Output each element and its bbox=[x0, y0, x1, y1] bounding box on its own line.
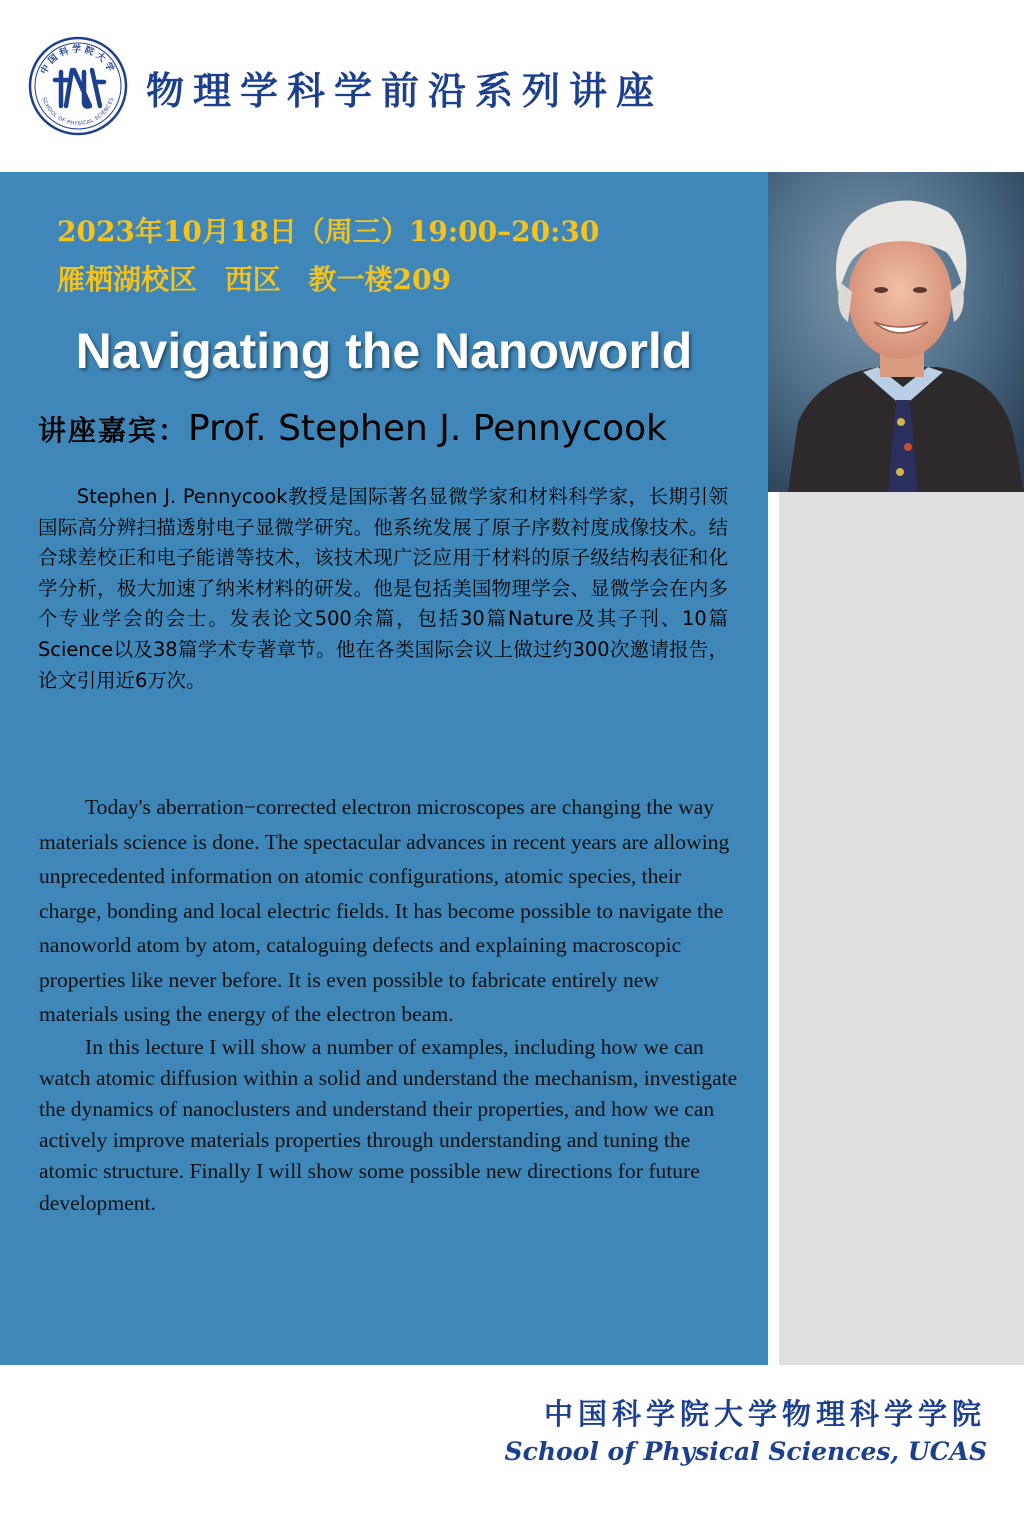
svg-text:中国科学院大学: 中国科学院大学 bbox=[39, 45, 117, 77]
abstract bbox=[39, 790, 739, 1219]
header bbox=[0, 0, 1024, 172]
event-venue: 雁栖湖校区 西区 教一楼209 bbox=[57, 263, 451, 296]
side-gray-panel bbox=[779, 492, 1024, 1365]
speaker-label: 讲座嘉宾： bbox=[38, 414, 189, 447]
series-title: 物理学科学前沿系列讲座 bbox=[146, 68, 664, 113]
speaker-photo bbox=[768, 172, 1024, 492]
event-datetime: 2023年10月18日（周三）19:00–20:30 bbox=[57, 215, 600, 248]
footer-org-cn: 中国科学院大学物理科学学院 bbox=[543, 1397, 986, 1431]
abstract-paragraph-1: Today's aberration−corrected electron microscopes are changing the way materials science is done. The spectacular advances in recent years are allowing unprecedented information on atomic configurations, atomic species, their charge, bonding and local electric fields. It has become possible to navigate the nanoworld atom by atom, cataloguing defects and explaining macroscopic properties like never before. It is even possible to fabricate entirely new materials using the energy of the electron beam. bbox=[39, 795, 730, 1026]
speaker-name: Prof. Stephen J. Pennycook bbox=[188, 408, 667, 449]
footer-org-en: School of Physical Sciences, UCAS bbox=[504, 1437, 987, 1466]
lecture-title: Navigating the Nanoworld bbox=[75, 323, 693, 379]
svg-text:SCHOOL OF PHYSICAL SCIENCES: SCHOOL OF PHYSICAL SCIENCES bbox=[40, 96, 116, 128]
ucas-seal-icon bbox=[28, 36, 128, 136]
speaker-bio-cn: Stephen J. Pennycook教授是国际著名显微学家和材料科学家，长期引领国际高分辨扫描透射电子显微学研究。他系统发展了原子序数衬度成像技术。结合球差校正和电子能谱等技术，该技术现广泛应用于材料的原子级结构表征和化学分析，极大加速了纳米材料的研发。他是包括美国物理学会、显微学会在内多个专业学会的会士。发表论文500余篇，包括30篇Nature及其子刊、10篇Science以及38篇学术专著章节。他在各类国际会议上做过约300次邀请报告，论文引用近6万次。 bbox=[38, 485, 728, 692]
speaker-line bbox=[38, 408, 667, 449]
abstract-paragraph-2: In this lecture I will show a number of examples, including how we can watch atomic diffusion within a solid and understand the mechanism, investigate the dynamics of nanoclusters and understand their properties, and how we can actively improve materials properties through understanding and tuning the atomic structure. Finally I will show some possible new directions for future development. bbox=[39, 1034, 738, 1215]
